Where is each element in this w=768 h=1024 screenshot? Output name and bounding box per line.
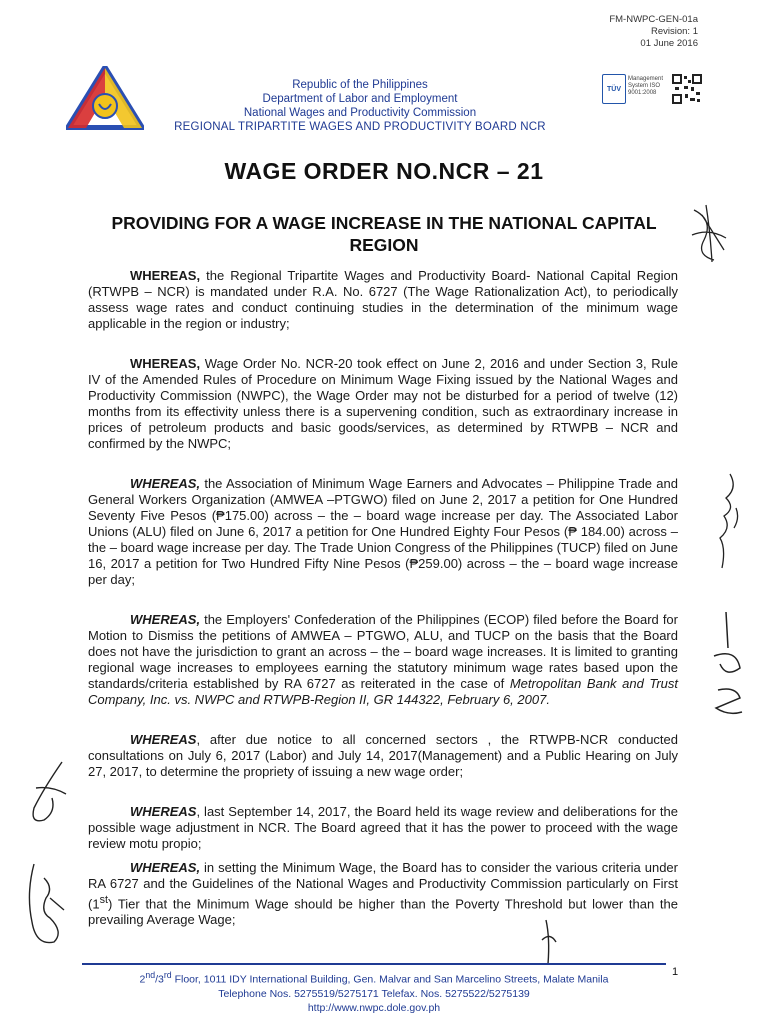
paragraph-text: the Association of Minimum Wage Earners and Advocates – Philippine Trade and General Workers Organization (AMWEA –PTGWO) filed on June 2, 2017 a petition for One Hundred Seventy Five Pesos (₱175.00) across – the – board wage increase per day. The Associated Labor Unions (ALU) filed on June 6, 2017 a petition for One Hundred Eighty Four Pesos (₱ 184.00) across – the – board wage increase per day. The Trade Union Congress of the Philippines (TUCP) filed on June 16, 2017 a petition for Two Hundred Fifty Nine Pesos (₱259.00) across – the – board wage increase per day; xyxy=(88,476,678,587)
paragraph-text: ) Tier that the Minimum Wage should be higher than the Poverty Threshold but lower than the prevailing Average Wage; xyxy=(88,896,678,928)
whereas-paragraph-6 xyxy=(88,804,678,852)
tuv-icon: TÜV xyxy=(602,74,626,104)
initial-mark-bottom-icon xyxy=(538,918,560,968)
signature-left-margin-1-icon xyxy=(22,758,78,830)
letterhead-rtwpb: REGIONAL TRIPARTITE WAGES AND PRODUCTIVITY BOARD NCR xyxy=(174,121,546,133)
whereas-paragraph-4 xyxy=(88,612,678,708)
whereas-lead: WHEREAS, xyxy=(130,356,201,371)
qr-code-icon xyxy=(672,74,702,104)
document-title: WAGE ORDER NO.NCR – 21 xyxy=(224,158,544,184)
paragraph-text: the Employers' Confederation of the Philippines (ECOP) filed before the Board for Motion to Dismiss the petitions of AMWEA – PTGWO, ALU, and TUCP on the basis that the Board does not have the jurisdiction to grant an across – the – board wage increases. It is limited to granting regional wage increases to employees earning the statutory minimum wage rates based upon the standards/criteria established by RA 6727 as reiterated in the case of xyxy=(88,612,678,691)
signature-right-margin-1-icon xyxy=(712,468,748,572)
footer-address: 2nd/3rd Floor, 1011 IDY International Building, Gen. Malvar and San Marcelino Streets, Malate Manila xyxy=(139,970,609,986)
letterhead xyxy=(150,78,570,134)
form-date: 01 June 2016 xyxy=(640,38,698,49)
footer-divider xyxy=(82,963,666,965)
signature-initial-top-right-icon xyxy=(684,200,734,270)
whereas-paragraph-5 xyxy=(88,732,678,780)
footer xyxy=(82,968,666,1015)
whereas-lead: WHEREAS, xyxy=(130,612,201,627)
whereas-paragraph-2 xyxy=(88,356,678,452)
cert-text: Management System ISO 9001:2008 xyxy=(628,76,664,96)
whereas-lead: WHEREAS, xyxy=(130,476,201,491)
whereas-lead: WHEREAS xyxy=(130,804,197,819)
form-revision: Revision: 1 xyxy=(651,26,698,37)
letterhead-dole: Department of Labor and Employment xyxy=(262,93,458,105)
signature-left-margin-2-icon xyxy=(20,858,70,950)
dole-logo-icon xyxy=(66,66,144,130)
paragraph-text: the Regional Tripartite Wages and Productivity Board- National Capital Region (RTWPB – NCR) is mandated under R.A. No. 6727 (The Wage Rationalization Act), to periodically assess wage rates and conduct continuing studies in the determination of the minimum wage applicable in the region or industry; xyxy=(88,268,678,331)
whereas-lead: WHEREAS, xyxy=(130,268,201,283)
whereas-lead: WHEREAS xyxy=(130,732,197,747)
whereas-lead: WHEREAS, xyxy=(130,860,201,875)
form-reference xyxy=(609,14,698,50)
superscript: st xyxy=(99,894,108,906)
footer-phone: Telephone Nos. 5275519/5275171 Telefax. Nos. 5275522/5275139 xyxy=(218,987,530,1000)
iso-certification-badge xyxy=(602,74,662,118)
document-subtitle: PROVIDING FOR A WAGE INCREASE IN THE NATIONAL CAPITAL REGION xyxy=(111,213,657,255)
form-code: FM-NWPC-GEN-01a xyxy=(609,14,698,25)
whereas-paragraph-3 xyxy=(88,476,678,588)
case-citation: Metropolitan Bank and Trust Company, Inc. vs. NWPC and RTWPB-Region II, GR 144322, February 6, 2007. xyxy=(88,676,679,707)
paragraph-text: in setting the Minimum Wage, the Board has to consider the various criteria under RA 6727 and the Guidelines of the National Wages and Productivity Commission particularly on First (1 xyxy=(88,860,678,912)
paragraph-text: , last September 14, 2017, the Board held its wage review and deliberations for the possible wage adjustment in NCR. The Board agreed that it has the power to proceed with the wage review motu propio; xyxy=(88,804,678,851)
whereas-paragraph-7 xyxy=(88,860,678,928)
page-number: 1 xyxy=(672,966,679,978)
letterhead-republic: Republic of the Philippines xyxy=(292,79,428,91)
whereas-paragraph-1 xyxy=(88,268,678,332)
paragraph-text: , after due notice to all concerned sectors , the RTWPB-NCR conducted consultations on July 6, 2017 (Labor) and July 14, 2017(Management) and a Public Hearing on July 27, 2017, to determine the propriety of issuing a new wage order; xyxy=(88,732,678,779)
signature-right-margin-2-icon xyxy=(706,608,748,718)
footer-website-link[interactable]: http://www.nwpc.dole.gov.ph xyxy=(307,1001,441,1014)
paragraph-text: Wage Order No. NCR-20 took effect on June 2, 2016 and under Section 3, Rule IV of the Amended Rules of Procedure on Minimum Wage Fixing issued by the National Wages and Productivity Commission (NWPC), the Wage Order may not be disturbed for a period of twelve (12) months from its effectivity unless there is a supervening condition, such as extraordinary increase in prices of petroleum products and basic goods/services, as determined by RTWPB – NCR and confirmed by the NWPC; xyxy=(88,356,678,451)
letterhead-nwpc: National Wages and Productivity Commission xyxy=(243,107,477,119)
